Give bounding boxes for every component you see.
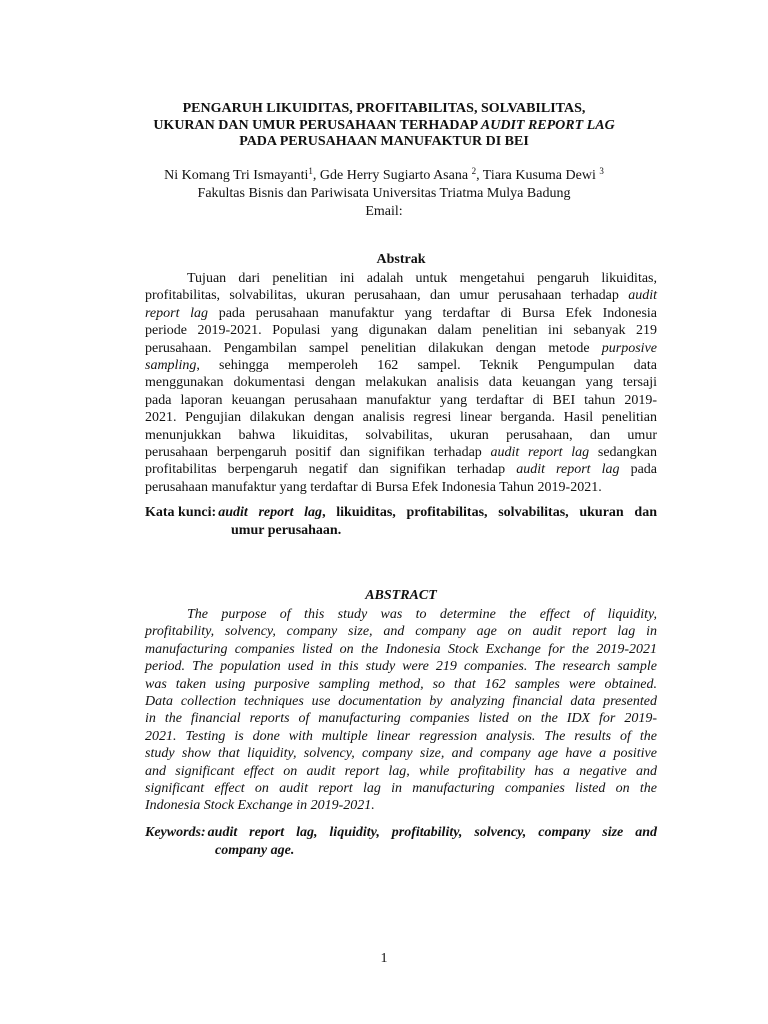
abstract-line: manufacturing companies listed on the Indonesia Stock Exchange for the 2019-2021 <box>145 641 657 657</box>
abstract-line: profitability, solvency, company size, and company age on audit report lag in <box>145 624 657 640</box>
abstrak-line: sampling, sehingga memperoleh 162 sampel. Teknik Pengumpulan data <box>145 358 657 374</box>
abstrak-line: menunjukkan bahwa likuiditas, solvabilitas, ukuran perusahaan, dan umur <box>145 427 657 443</box>
email-label: Email: <box>365 204 403 219</box>
abstract-line: period. The population used in this study were 219 companies. The research sample <box>145 659 657 675</box>
kata-kunci <box>145 504 657 540</box>
abstrak-body <box>145 270 657 496</box>
author-block <box>100 167 668 221</box>
title-line-3: PADA PERUSAHAAN MANUFAKTUR DI BEI <box>239 134 529 149</box>
kata-kunci-label: Kata kunci: <box>145 505 217 520</box>
abstrak-line: 2021. Pengujian dilakukan dengan analisis regresi linear berganda. Hasil penelitian <box>145 410 657 426</box>
abstrak-line: periode 2019-2021. Populasi yang digunakan dalam penelitian ini sebanyak 219 <box>145 323 657 339</box>
keywords-terms: audit report lag, liquidity, profitability, solvency, company size and <box>207 825 657 840</box>
keywords-label: Keywords: <box>145 825 206 840</box>
abstrak-line: pada laporan keuangan perusahaan manufaktur yang terdaftar di BEI tahun 2019- <box>145 392 657 408</box>
abstrak-line: menggunakan dokumentasi dengan melakukan analisis data keuangan yang tersaji <box>145 375 657 391</box>
paper-title <box>120 101 648 151</box>
abstrak-line: perusahaan manufaktur yang terdaftar di Bursa Efek Indonesia Tahun 2019-2021. <box>145 479 602 495</box>
title-line-2: UKURAN DAN UMUR PERUSAHAAN TERHADAP AUDIT REPORT LAG <box>153 117 615 133</box>
abstrak-line: report lag pada perusahaan manufaktur yang terdaftar di Bursa Efek Indonesia <box>145 305 658 321</box>
abstrak-heading: Abstrak <box>376 252 426 267</box>
abstract-heading: ABSTRACT <box>365 588 437 603</box>
affiliation: Fakultas Bisnis dan Pariwisata Universitas Triatma Mulya Badung <box>197 186 571 201</box>
abstract-line: was taken using purposive sampling method, so that 162 samples were obtained. <box>145 676 657 692</box>
abstract-line: and significant effect on audit report lag, while profitability has a negative and <box>145 763 657 779</box>
author-names: Ni Komang Tri Ismayanti$^1$, Gde Herry Sugiarto Asana $^2$, Tiara Kusuma Dewi $^3$ <box>164 166 604 183</box>
abstract-line: Indonesia Stock Exchange in 2019-2021. <box>145 798 375 814</box>
abstract-line: significant effect on audit report lag in manufacturing companies listed on the <box>145 781 657 797</box>
abstract-line: 2021. Testing is done with multiple linear regression analysis. The results of the <box>145 728 657 744</box>
kata-kunci-terms: audit report lag, likuiditas, profitabilitas, solvabilitas, ukuran dan <box>218 505 657 520</box>
abstract-line: study show that liquidity, solvency, company size, and company age have a positive <box>145 746 657 762</box>
abstract-line: in the financial reports of manufacturing companies listed on the IDX for 2019- <box>145 711 657 727</box>
abstract-line: Data collection techniques use documentation by analyzing financial data presented <box>145 694 657 710</box>
kata-kunci-line-1 <box>145 504 657 522</box>
keywords-line-2: company age. <box>215 843 295 858</box>
keywords <box>145 824 657 860</box>
abstrak-line: perusahaan. Pengambilan sampel penelitian dilakukan dengan metode purposive <box>145 340 657 356</box>
abstrak-line: Tujuan dari penelitian ini adalah untuk mengetahui pengaruh likuiditas, <box>187 271 657 286</box>
abstrak-line: profitabilitas, solvabilitas, ukuran perusahaan, dan umur perusahaan terhadap audit <box>145 288 657 304</box>
title-line-1: PENGARUH LIKUIDITAS, PROFITABILITAS, SOLVABILITAS, <box>182 101 586 116</box>
page-number: 1 <box>380 951 388 966</box>
kata-kunci-line-2: umur perusahaan. <box>231 523 342 538</box>
abstrak-line: profitabilitas berpengaruh negatif dan signifikan terhadap audit report lag pada <box>145 462 657 478</box>
abstract-body <box>145 606 657 815</box>
keywords-line-1 <box>145 824 657 842</box>
abstract-line: The purpose of this study was to determine the effect of liquidity, <box>187 607 657 622</box>
abstrak-line: perusahaan berpengaruh positif dan signifikan terhadap audit report lag sedangkan <box>145 445 657 461</box>
